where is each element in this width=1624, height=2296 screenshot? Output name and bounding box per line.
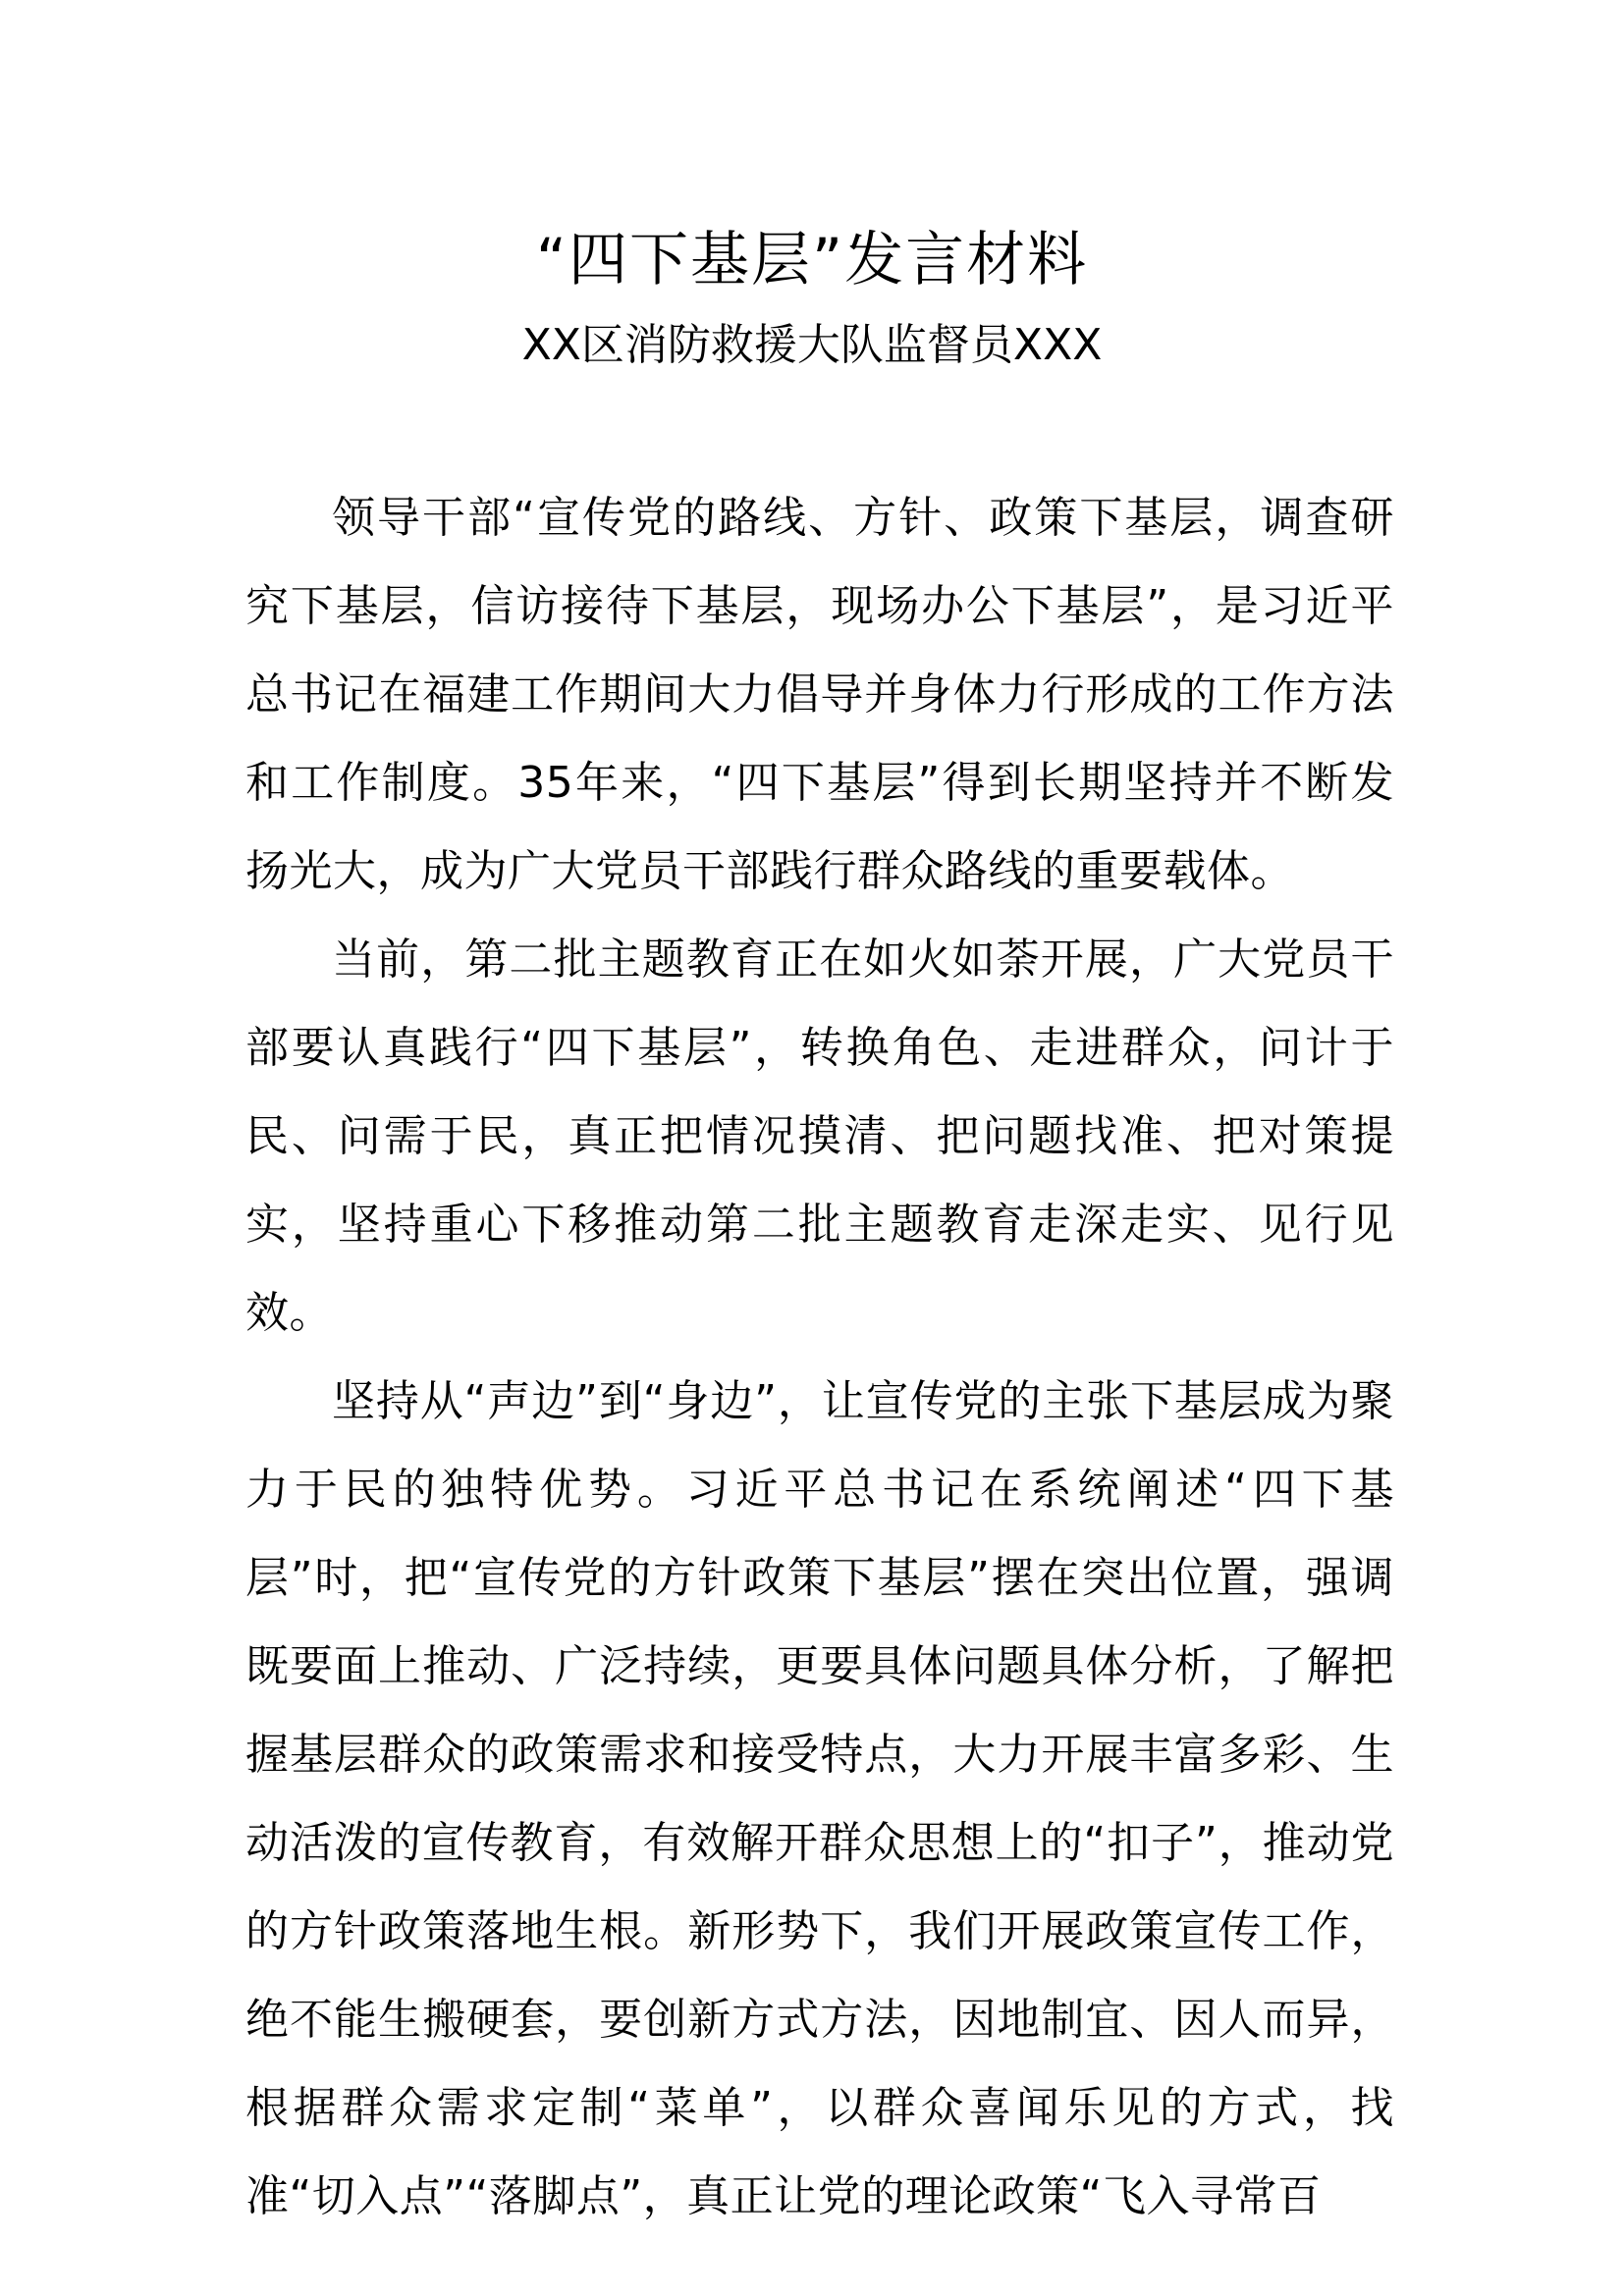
- paragraph-3: 坚持从“声边”到“身边”，让宣传党的主张下基层成为聚力于民的独特优势。习近平总书记在系统阐述“四下基层”时，把“宣传党的方针政策下基层”摆在突出位置，强调既要面上推动、广泛持续，更要具体问题具体分析，了解把握基层群众的政策需求和接受特点，大力开展丰富多彩、生动活泼的宣传教育，有效解开群众思想上的“扣子”，推动党的方针政策落地生根。新形势下，我们开展政策宣传工作，绝不能生搬硬套，要创新方式方法，因地制宜、因人而异，根据群众需求定制“菜单”，以群众喜闻乐见的方式，找准“切入点”“落脚点”，真正让党的理论政策“飞入寻常百: [245, 1376, 1394, 2221]
- paragraph-1: 领导干部“宣传党的路线、方针、政策下基层，调查研究下基层，信访接待下基层，现场办公下基层”，是习近平总书记在福建工作期间大力倡导并身体力行形成的工作方法和工作制度。35年来，“四下基层”得到长期坚持并不断发扬光大，成为广大党员干部践行群众路线的重要载体。: [245, 493, 1394, 896]
- document-body: [245, 474, 1394, 2241]
- document-title: “四下基层”发言材料: [535, 226, 1089, 294]
- document-subtitle: XX区消防救援大队监督员XXX: [521, 320, 1103, 370]
- paragraph-2: 当前，第二批主题教育正在如火如荼开展，广大党员干部要认真践行“四下基层”，转换角色、走进群众，问计于民、问需于民，真正把情况摸清、把问题找准、把对策提实，坚持重心下移推动第二批主题教育走深走实、见行见效。: [245, 934, 1394, 1338]
